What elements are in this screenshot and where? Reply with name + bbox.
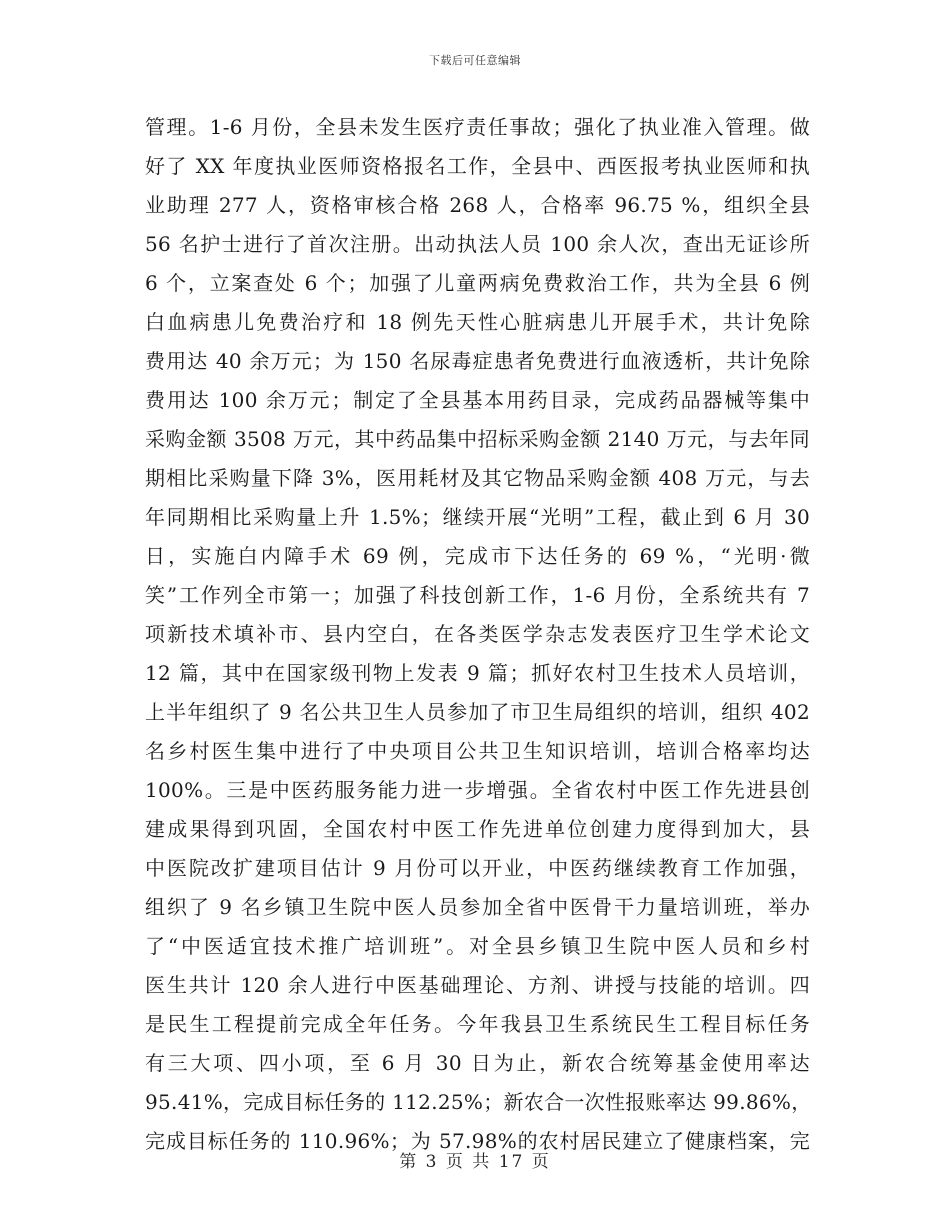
text-line: 名乡村医生集中进行了中央项目公共卫生知识培训，培训合格率均达 [145, 739, 810, 763]
page-header: 下载后可任意编辑 [429, 54, 521, 67]
text-line: 笑”工作列全市第一；加强了科技创新工作，1-6 月份，全系统共有 7 [145, 583, 810, 607]
text-line: 56 名护士进行了首次注册。出动执法人员 100 余人次，查出无证诊所 [145, 232, 810, 256]
text-line: 医生共计 120 余人进行中医基础理论、方剂、讲授与技能的培训。四 [145, 973, 810, 997]
text-line: 日，实施白内障手术 69 例，完成市下达任务的 69 %，“光明·微 [145, 544, 810, 568]
text-line: 了“中医适宜技术推广培训班”。对全县乡镇卫生院中医人员和乡村 [145, 934, 810, 958]
text-line: 6 个，立案查处 6 个；加强了儿童两病免费救治工作，共为全县 6 例 [145, 271, 810, 295]
text-line: 建成果得到巩固，全国农村中医工作先进单位创建力度得到加大，县 [145, 817, 810, 841]
text-line: 中医院改扩建项目估计 9 月份可以开业，中医药继续教育工作加强， [145, 856, 810, 880]
text-line: 有三大项、四小项，至 6 月 30 日为止，新农合统筹基金使用率达 [145, 1051, 810, 1075]
text-line: 95.41%，完成目标任务的 112.25%；新农合一次性报账率达 99.86%， [145, 1090, 812, 1114]
text-line: 组织了 9 名乡镇卫生院中医人员参加全省中医骨干力量培训班，举办 [145, 895, 810, 919]
text-line: 好了 XX 年度执业医师资格报名工作，全县中、西医报考执业医师和执 [145, 154, 810, 178]
text-line: 管理。1-6 月份，全县未发生医疗责任事故；强化了执业准入管理。做 [145, 115, 810, 139]
text-line: 是民生工程提前完成全年任务。今年我县卫生系统民生工程目标任务 [145, 1012, 810, 1036]
text-line: 业助理 277 人，资格审核合格 268 人，合格率 96.75 %，组织全县 [145, 193, 810, 217]
text-line: 项新技术填补市、县内空白，在各类医学杂志发表医疗卫生学术论文 [145, 622, 810, 646]
text-line: 上半年组织了 9 名公共卫生人员参加了市卫生局组织的培训，组织 402 [145, 700, 810, 724]
text-line: 采购金额 3508 万元，其中药品集中招标采购金额 2140 万元，与去年同 [145, 427, 810, 451]
page-number-footer: 第 3 页 共 17 页 [399, 1152, 551, 1172]
text-line: 白血病患儿免费治疗和 18 例先天性心脏病患儿开展手术，共计免除 [145, 310, 810, 334]
text-line: 期相比采购量下降 3%，医用耗材及其它物品采购金额 408 万元，与去 [145, 466, 810, 490]
text-line: 完成目标任务的 110.96%；为 57.98%的农村居民建立了健康档案，完 [145, 1129, 810, 1153]
text-line: 12 篇，其中在国家级刊物上发表 9 篇；抓好农村卫生技术人员培训， [145, 661, 810, 685]
text-line: 费用达 40 余万元；为 150 名尿毒症患者免费进行血液透析，共计免除 [145, 349, 810, 373]
text-line: 年同期相比采购量上升 1.5%；继续开展“光明”工程，截止到 6 月 30 [145, 505, 810, 529]
text-line: 100%。三是中医药服务能力进一步增强。全省农村中医工作先进县创 [145, 778, 810, 802]
text-line: 费用达 100 余万元；制定了全县基本用药目录，完成药品器械等集中 [145, 388, 810, 412]
document-body [145, 108, 810, 1161]
